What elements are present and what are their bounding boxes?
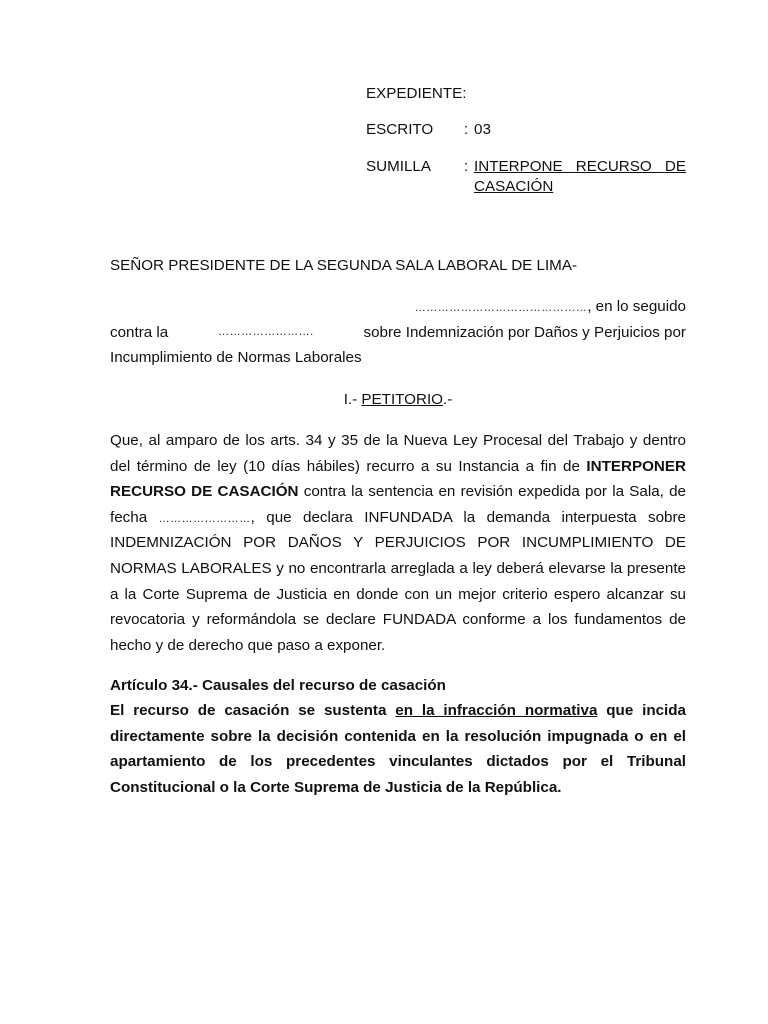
intro-after-dots: , en lo seguido — [587, 298, 686, 315]
petitorio-text: fecha — [110, 508, 159, 526]
sumilla-value — [474, 157, 686, 197]
intro-contra-la: contra la — [110, 324, 169, 341]
petitorio-dots: …………………… — [158, 512, 251, 525]
intro-sobre: sobre Indemnización por Daños y Perjuicios por — [363, 324, 686, 341]
addressee: SEÑOR PRESIDENTE DE LA SEGUNDA SALA LABORAL DE LIMA- — [110, 257, 578, 274]
articulo-line: directamente sobre la decisión contenida en la resolución impugnada o en el — [110, 727, 686, 745]
articulo-line: apartamiento de los precedentes vinculantes dictados por el Tribunal — [110, 753, 686, 771]
sumilla-colon: : — [464, 158, 469, 175]
intro-dots-2: ……………………. — [218, 326, 314, 338]
articulo-title: Artículo 34.- Causales del recurso de casación — [110, 677, 446, 694]
intro-dots-1: ……………………………………… — [414, 302, 588, 314]
petitorio-bold-text: RECURSO DE CASACIÓN — [110, 483, 299, 501]
petitorio-line: a la Corte Suprema de Justicia en donde con un mejor criterio espero alcanzar su — [110, 585, 686, 603]
petitorio-text: del término de ley (10 días hábiles) recurro a su Instancia a fin de — [110, 457, 587, 475]
petitorio-line — [110, 454, 686, 480]
petitorio-line: NORMAS LABORALES y no encontrarla arreglada a ley deberá elevarse la presente — [110, 559, 686, 577]
petitorio-line — [110, 479, 686, 505]
petitorio-line: Que, al amparo de los arts. 34 y 35 de la Nueva Ley Procesal del Trabajo y dentro — [110, 432, 686, 449]
expediente-row — [366, 84, 686, 104]
articulo-text: El recurso de casación se sustenta — [110, 702, 396, 719]
section-heading-petitorio — [110, 387, 686, 412]
petitorio-text: , que declara INFUNDADA la demanda interpuesta sobre — [250, 508, 687, 526]
petitorio-bold-text: INTERPONER — [586, 457, 686, 475]
intro-line-2 — [110, 320, 686, 345]
petitorio-text: contra la sentencia en revisión expedida por la Sala, de — [298, 483, 686, 501]
petitorio-paragraph — [110, 428, 686, 658]
articulo-text: que incida — [597, 702, 687, 719]
section-title: PETITORIO — [361, 391, 443, 408]
sumilla-label: SUMILLA — [366, 158, 431, 175]
escrito-colon: : — [464, 121, 469, 138]
petitorio-line: INDEMNIZACIÓN POR DAÑOS Y PERJUICIOS POR INCUMPLIMIENTO DE — [110, 534, 686, 552]
section-prefix: I.- — [343, 391, 362, 408]
articulo-paragraph — [110, 698, 686, 800]
intro-line-3: Incumplimiento de Normas Laborales — [110, 349, 362, 366]
escrito-row — [366, 120, 686, 140]
intro-line-1 — [366, 294, 686, 321]
sumilla-value-line1: INTERPONE RECURSO DE — [474, 158, 686, 175]
articulo-line — [110, 698, 686, 724]
articulo-line: Constitucional o la Corte Suprema de Justicia de la República. — [110, 778, 562, 796]
escrito-value: 03 — [474, 121, 491, 138]
expediente-label: EXPEDIENTE: — [366, 85, 467, 102]
escrito-label: ESCRITO — [366, 121, 434, 138]
petitorio-line: revocatoria y reformándola se declare FUNDADA conforme a los fundamentos de — [110, 611, 686, 629]
sumilla-value-line2: CASACIÓN — [474, 178, 554, 195]
petitorio-line — [110, 505, 686, 531]
articulo-underlined-text: en la infracción normativa — [395, 702, 598, 719]
section-suffix: .- — [443, 391, 453, 408]
petitorio-line: hecho y de derecho que paso a exponer. — [110, 636, 386, 654]
